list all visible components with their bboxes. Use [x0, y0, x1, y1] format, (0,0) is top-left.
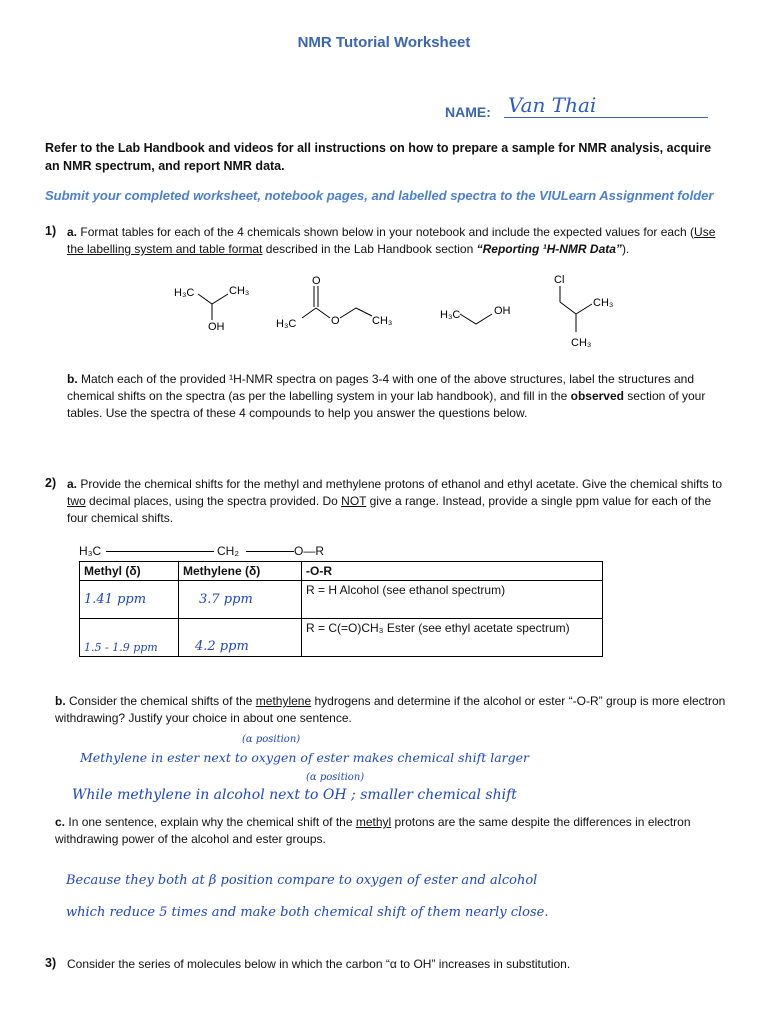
q2a-text-3: give a range. Instead, provide a single ppm value for each of the four chemical shifts. — [67, 494, 712, 525]
q1b-text — [67, 371, 727, 422]
table-row — [80, 581, 603, 619]
q2c-methyl: methyl — [355, 815, 392, 829]
m4-ch3a: CH₃ — [593, 297, 614, 309]
cell-methylene-alcohol[interactable]: 3.7 ppm — [179, 581, 302, 619]
molecule1-bonds — [198, 294, 228, 304]
header-or: -O-R — [302, 562, 603, 581]
m4-cl: Cl — [554, 274, 565, 286]
q1a-underlined: Use the labelling system and table format — [67, 225, 716, 256]
header-methyl: Methyl (δ) — [80, 562, 179, 581]
m2-h3c: H₃C — [276, 318, 297, 330]
q2b-hw-note-1: (α position) — [242, 734, 301, 745]
q2c-label: c. — [55, 815, 66, 829]
scheme-bond-1 — [106, 551, 214, 552]
q2b-methylene: methylene — [255, 694, 312, 708]
q2b-text-2: hydrogens and determine if the alcohol or ester “-O-R” group is more electron withdrawing? Justify your choice in about one sentence. — [55, 694, 726, 725]
m3-h3c: H₃C — [440, 309, 461, 321]
scheme-ch2: CH₂ — [217, 544, 239, 558]
cell-methylene-ester[interactable]: 4.2 ppm — [179, 619, 302, 657]
molecule-structures — [160, 270, 620, 360]
q1a-text-2: described in the Lab Handbook section — [262, 242, 477, 256]
q1a-reporting: “Reporting ¹H-NMR Data” — [476, 242, 622, 256]
m2-ch3: CH₃ — [372, 315, 393, 327]
q2b-text — [55, 693, 727, 727]
cell-methyl-alcohol[interactable]: 1.41 ppm — [80, 581, 179, 619]
q1a-text-3: ). — [621, 242, 630, 256]
q2a-text-1: Provide the chemical shifts for the methyl and methylene protons of ethanol and ethyl acetate. Give the chemical shifts to — [80, 477, 723, 491]
m3-oh: OH — [494, 305, 511, 317]
m1-ch3: CH₃ — [229, 285, 250, 297]
header-methylene: Methylene (δ) — [179, 562, 302, 581]
q2c-text — [55, 814, 727, 848]
q2b-label: b. — [55, 694, 66, 708]
m2-o2: O — [331, 315, 340, 327]
q2b-hw-answer-1: Methylene in ester next to oxygen of ester makes chemical shift larger — [80, 750, 530, 765]
m1-h3c: H₃C — [174, 287, 195, 299]
m2-o: O — [312, 275, 321, 287]
q2c-hw-answer-2: which reduce 5 times and make both chemical shift of them nearly close. — [66, 905, 549, 920]
m1-oh: OH — [208, 321, 225, 333]
q1b-bold: observed — [570, 389, 624, 403]
q2a-two: two — [67, 494, 86, 508]
q2c-text-1: In one sentence, explain why the chemical shift of the — [68, 815, 356, 829]
q1a-label: a. — [67, 225, 78, 239]
scheme-bond-2 — [246, 551, 294, 552]
q3-text: Consider the series of molecules below in which the carbon “α to OH” increases in substitution. — [67, 957, 571, 971]
q2a-text-2: decimal places, using the spectra provided. Do — [85, 494, 342, 508]
q2c-hw-answer-1: Because they both at β position compare to oxygen of ester and alcohol — [66, 873, 538, 888]
q2c-text-2: protons are the same despite the differences in electron withdrawing power of the alcohol and ester groups. — [55, 815, 691, 846]
q1a-text-1: Format tables for each of the 4 chemicals shown below in your notebook and include the expected values for each ( — [80, 225, 695, 239]
q1a-text — [67, 224, 727, 258]
cell-methyl-ester[interactable]: 1.5 - 1.9 ppm — [80, 619, 179, 657]
q2b-hw-answer-2: While methylene in alcohol next to OH ; smaller chemical shift — [72, 787, 517, 803]
submit-note: Submit your completed worksheet, notebook pages, and labelled spectra to the VIULearn Assignment folder — [45, 188, 714, 203]
q2b-hw-note-2: (α position) — [306, 772, 365, 783]
q2a-not: NOT — [341, 494, 367, 508]
q1b-label: b. — [67, 372, 78, 386]
name-label: NAME: — [445, 104, 491, 120]
intro-text: Refer to the Lab Handbook and videos for all instructions on how to prepare a sample for NMR analysis, acquire an NMR spectrum, and report NMR data. — [45, 141, 712, 173]
q2a-label: a. — [67, 477, 78, 491]
q2a-text — [67, 476, 727, 527]
scheme-h3c: H₃C — [79, 544, 102, 558]
q2-number: 2) — [45, 476, 57, 490]
q1-number: 1) — [45, 224, 57, 238]
scheme-or: O—R — [294, 544, 324, 558]
page-title: NMR Tutorial Worksheet — [297, 34, 471, 51]
cell-or-ester: R = C(=O)CH₃ Ester (see ethyl acetate spectrum) — [302, 619, 603, 657]
q2b-text-1: Consider the chemical shifts of the — [69, 694, 256, 708]
name-field[interactable]: Van Thai — [504, 92, 708, 118]
molecule3-bonds — [460, 314, 492, 324]
q3-number: 3) — [45, 956, 57, 970]
m4-ch3b: CH₃ — [571, 337, 592, 349]
cell-or-alcohol: R = H Alcohol (see ethanol spectrum) — [302, 581, 603, 619]
chemical-shift-table — [79, 561, 603, 657]
q1b-text-2: section of your tables. Use the spectra of these 4 compounds to help you answer the questions below. — [67, 389, 706, 420]
q1b-text-1: Match each of the provided ¹H-NMR spectra on pages 3-4 with one of the above structures, label the structures and chemical shifts on the spectra (as per the labelling system in your lab handbook), and fill in the — [67, 372, 695, 403]
table-row — [80, 619, 603, 657]
